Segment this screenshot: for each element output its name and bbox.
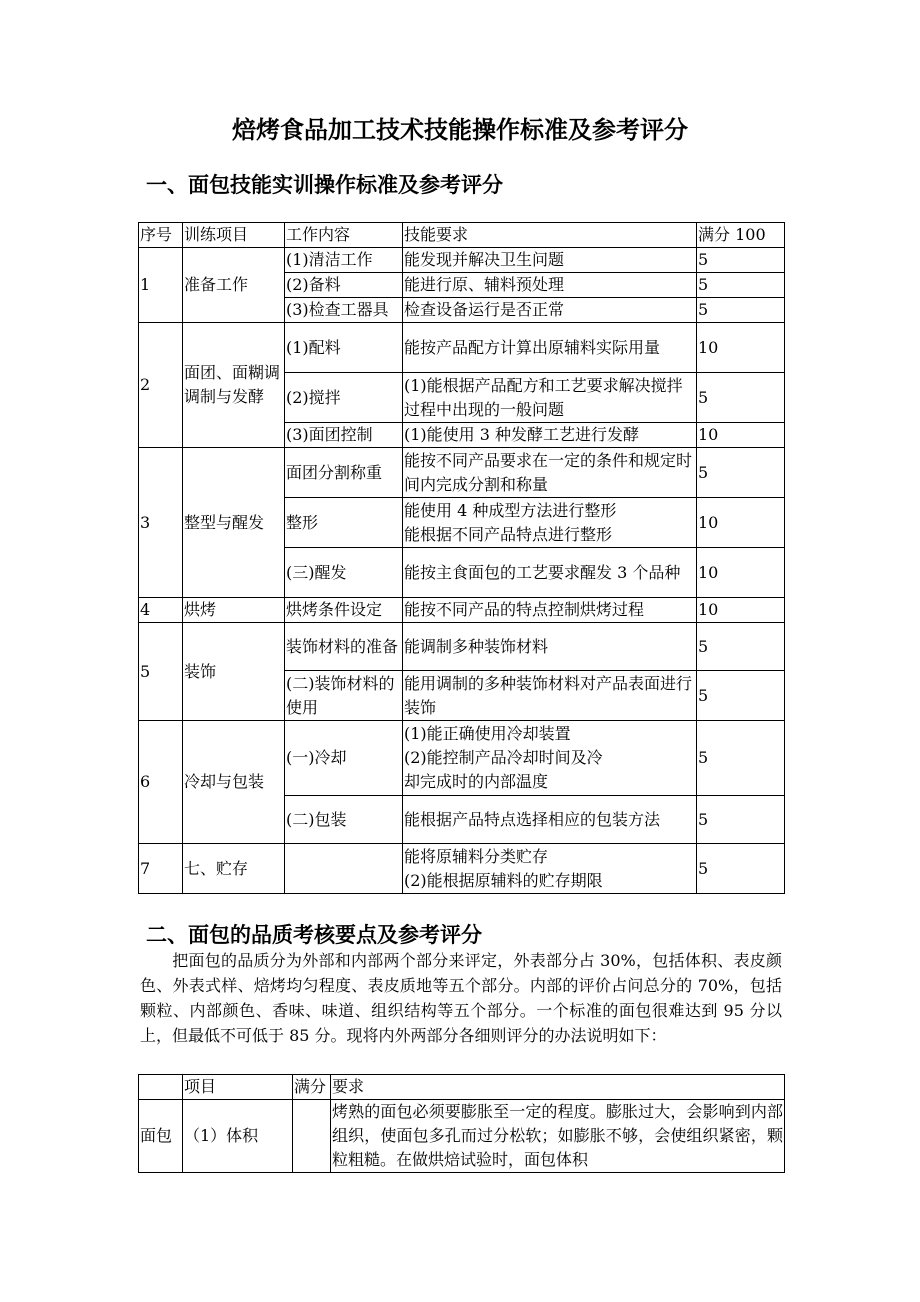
skill-requirement: 能按不同产品要求在一定的条件和规定时间内完成分割和称量 (403, 448, 697, 498)
work-content (285, 844, 403, 894)
requirement-line: 能使用 4 种成型方法进行整形 (404, 500, 617, 520)
score: 10 (697, 323, 785, 373)
row-number: 6 (139, 721, 183, 844)
score: 10 (697, 598, 785, 623)
table-row (139, 623, 785, 671)
row-number: 7 (139, 844, 183, 894)
table-row (139, 844, 785, 894)
section1-heading: 一、面包技能实训操作标准及参考评分 (146, 173, 503, 197)
training-project: 整型与醒发 (183, 448, 285, 598)
header-cell: 技能要求 (403, 223, 697, 248)
work-content: (1)配料 (285, 323, 403, 373)
requirement-line: 却完成时的内部温度 (404, 772, 549, 791)
work-content: 整形 (285, 498, 403, 548)
skill-requirement: 能用调制的多种装饰材料对产品表面进行装饰 (403, 671, 697, 721)
skill-requirement: (1)能根据产品配方和工艺要求解决搅拌过程中出现的一般问题 (403, 373, 697, 423)
skill-requirement: 能发现并解决卫生问题 (403, 248, 697, 273)
table-row (139, 448, 785, 498)
score: 5 (697, 298, 785, 323)
section2-heading: 二、面包的品质考核要点及参考评分 (146, 923, 482, 947)
row-number: 3 (139, 448, 183, 598)
work-content: (二)包装 (285, 796, 403, 844)
score: 10 (697, 548, 785, 598)
row-number: 2 (139, 323, 183, 448)
work-content: 装饰材料的准备 (285, 623, 403, 671)
item-cell: （1）体积 (183, 1100, 293, 1173)
score: 5 (697, 623, 785, 671)
skill-requirement: 能根据产品特点选择相应的包装方法 (403, 796, 697, 844)
work-content: (2)备料 (285, 273, 403, 298)
header-cell: 项目 (183, 1075, 293, 1100)
header-cell: 工作内容 (285, 223, 403, 248)
header-cell (139, 1075, 183, 1100)
skill-requirement (403, 498, 697, 548)
score: 5 (697, 273, 785, 298)
work-content: 面团分割称重 (285, 448, 403, 498)
row-number: 1 (139, 248, 183, 323)
training-project: 烘烤 (183, 598, 285, 623)
score: 5 (697, 373, 785, 423)
training-project: 冷却与包装 (183, 721, 285, 844)
row-number: 5 (139, 623, 183, 721)
table-row (139, 721, 785, 796)
requirement-line: (2)能根据原辅料的贮存期限 (404, 870, 603, 890)
table-header-row (139, 223, 785, 248)
skill-requirement: 能按主食面包的工艺要求醒发 3 个品种 (403, 548, 697, 598)
skill-standard-table (138, 222, 785, 894)
skill-requirement (403, 844, 697, 894)
table-row (139, 248, 785, 273)
training-project: 装饰 (183, 623, 285, 721)
skill-requirement: (1)能使用 3 种发酵工艺进行发酵 (403, 423, 697, 448)
header-cell: 满分 100 (697, 223, 785, 248)
requirement-line: (1)能正确使用冷却装置 (404, 724, 571, 743)
work-content: (3)面团控制 (285, 423, 403, 448)
work-content: (3)检查工器具 (285, 298, 403, 323)
table-row (139, 598, 785, 623)
skill-requirement: 能按不同产品的特点控制烘烤过程 (403, 598, 697, 623)
skill-requirement: 能按产品配方计算出原辅料实际用量 (403, 323, 697, 373)
score: 10 (697, 423, 785, 448)
work-content: (三)醒发 (285, 548, 403, 598)
page-title: 焙烤食品加工技术技能操作标准及参考评分 (232, 116, 688, 144)
training-project: 七、贮存 (183, 844, 285, 894)
row-number: 4 (139, 598, 183, 623)
quality-description-paragraph (140, 948, 782, 1048)
quality-assessment-table (138, 1074, 785, 1173)
score: 5 (697, 844, 785, 894)
header-cell: 训练项目 (183, 223, 285, 248)
header-cell: 满分 (293, 1075, 331, 1100)
skill-requirement (403, 721, 697, 796)
requirement-line: 能根据不同产品特点进行整形 (404, 524, 613, 544)
score: 5 (697, 796, 785, 844)
score: 5 (697, 448, 785, 498)
score: 10 (697, 498, 785, 548)
skill-requirement: 检查设备运行是否正常 (403, 298, 697, 323)
training-project: 面团、面糊调调制与发酵 (183, 323, 285, 448)
work-content: (2)搅拌 (285, 373, 403, 423)
score: 5 (697, 671, 785, 721)
score: 5 (697, 721, 785, 796)
work-content: 烘烤条件设定 (285, 598, 403, 623)
table-row (139, 323, 785, 373)
work-content: (一)冷却 (285, 721, 403, 796)
requirement-line: 能将原辅料分类贮存 (404, 846, 549, 866)
header-cell: 要求 (331, 1075, 785, 1100)
requirement-cell: 烤熟的面包必须要膨胀至一定的程度。膨胀过大，会影响到内部组织，使面包多孔而过分松软；如膨胀不够，会使组织紧密，颗粒粗糙。在做烘焙试验时，面包体积 (331, 1100, 785, 1173)
score: 5 (697, 248, 785, 273)
header-cell: 序号 (139, 223, 183, 248)
requirement-line: (2)能控制产品冷却时间及冷 (404, 748, 603, 767)
paragraph-text: 把面包的品质分为外部和内部两个部分来评定，外表部分占 30%，包括体积、表皮颜色、外表式样、焙烤均匀程度、表皮质地等五个部分。内部的评价占问总分的 70%，包括颗粒、内部颜色、香味、味道、组织结构等五个部分。一个标准的面包很难达到 95 分以上，但最低不可低于 85 分。现将内外两部分各细则评分的办法说明如下： (140, 951, 782, 1045)
group-cell: 面包 (139, 1100, 183, 1173)
skill-requirement: 能进行原、辅料预处理 (403, 273, 697, 298)
training-project: 准备工作 (183, 248, 285, 323)
table-header-row (139, 1075, 785, 1100)
skill-requirement: 能调制多种装饰材料 (403, 623, 697, 671)
work-content: (二)装饰材料的使用 (285, 671, 403, 721)
score-cell (293, 1100, 331, 1173)
work-content: (1)清洁工作 (285, 248, 403, 273)
table-row (139, 1100, 785, 1173)
